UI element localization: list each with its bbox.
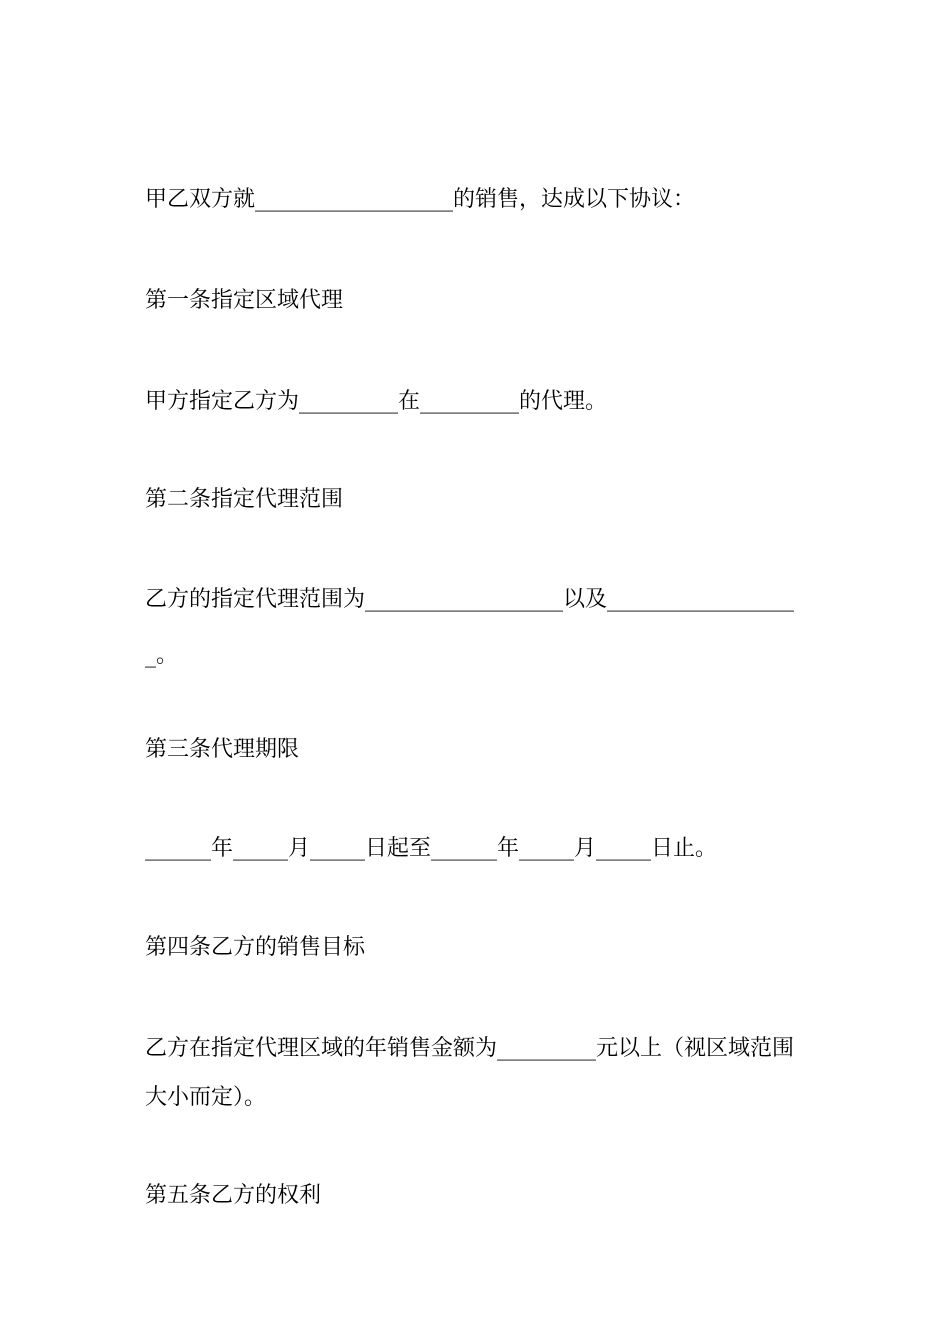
article-4-body-line1: 乙方在指定代理区域的年销售金额为_________元以上（视区域范围 <box>145 1036 795 1061</box>
article-2-body-line1: 乙方的指定代理范围为__________________以及_________________ <box>145 587 795 612</box>
article-1-heading: 第一条指定区域代理 <box>145 288 344 313</box>
article-4-heading: 第四条乙方的销售目标 <box>145 935 366 960</box>
article-1-body: 甲方指定乙方为_________在_________的代理。 <box>145 389 608 414</box>
article-5-heading: 第五条乙方的权利 <box>145 1183 322 1208</box>
article-2-heading: 第二条指定代理范围 <box>145 487 344 512</box>
agreement-intro: 甲乙双方就__________________的销售，达成以下协议： <box>145 187 696 212</box>
article-3-body: ______年_____月_____日起至______年_____月_____日止。 <box>145 836 718 861</box>
article-2-body-line2: _。 <box>145 643 179 668</box>
article-3-heading: 第三条代理期限 <box>145 737 300 762</box>
article-4-body-line2: 大小而定）。 <box>145 1085 267 1110</box>
